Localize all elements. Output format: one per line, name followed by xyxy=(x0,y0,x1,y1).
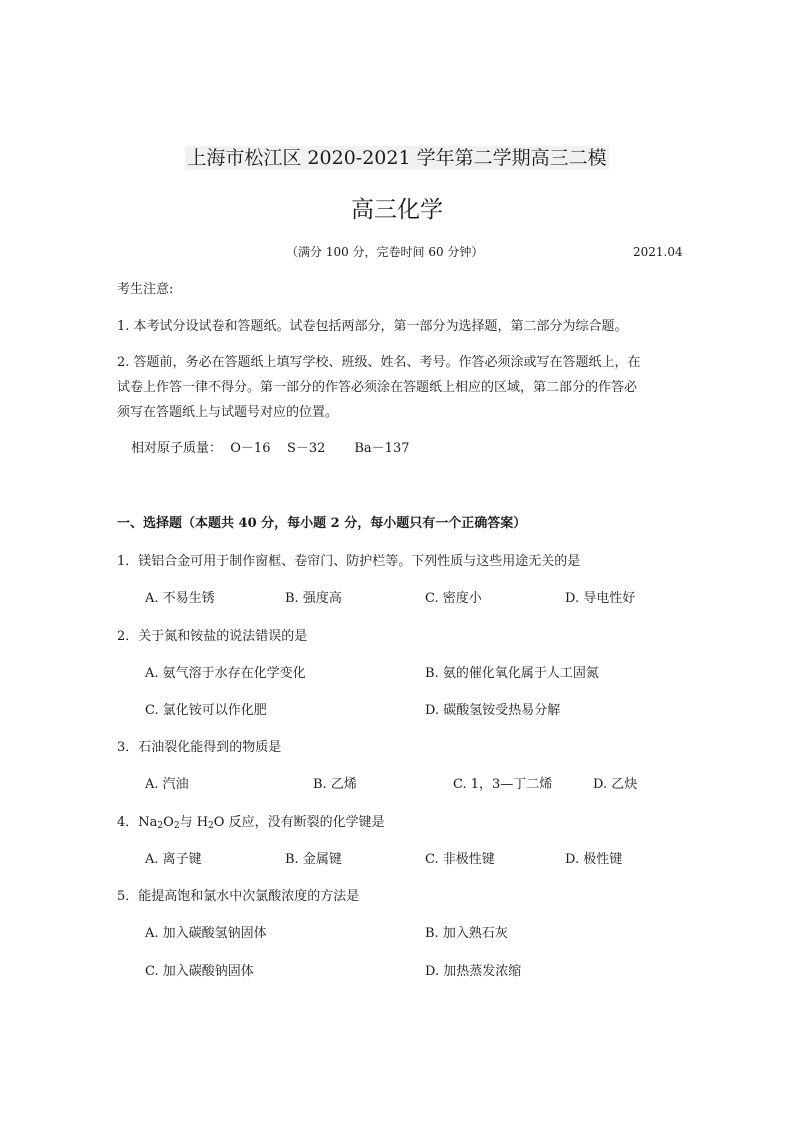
question-5-option-b: B. 加入熟石灰 xyxy=(425,926,508,941)
question-2-option-b: B. 氨的催化氧化属于人工固氮 xyxy=(425,666,599,681)
question-5-option-d: D. 加热蒸发浓缩 xyxy=(425,964,522,979)
question-1-option-d: D. 导电性好 xyxy=(565,591,636,606)
notice-item-2-line-3: 须写在答题纸上与试题号对应的位置。 xyxy=(117,405,339,420)
question-1-option-a: A. 不易生锈 xyxy=(145,591,215,606)
question-4-option-b: B. 金属键 xyxy=(285,852,342,867)
subject-title: 高三化学 xyxy=(351,197,443,223)
question-4-option-d: D. 极性键 xyxy=(565,852,623,867)
section-1-title: 一、选择题（本题共 40 分，每小题 2 分，每小题只有一个正确答案） xyxy=(117,516,527,531)
question-3-option-d: D. 乙炔 xyxy=(593,777,638,792)
exam-date: 2021.04 xyxy=(633,245,683,259)
question-2-option-d: D. 碳酸氢铵受热易分解 xyxy=(425,703,561,718)
question-2-stem: 2．关于氮和铵盐的说法错误的是 xyxy=(117,629,308,644)
question-3-option-b: B. 乙烯 xyxy=(313,777,357,792)
question-1-option-c: C. 密度小 xyxy=(425,591,482,606)
question-5-option-a: A. 加入碳酸氢钠固体 xyxy=(145,926,267,941)
notice-item-1: 1. 本考试分设试卷和答题纸。试卷包括两部分，第一部分为选择题，第二部分为综合题。 xyxy=(117,319,628,334)
question-1-option-b: B. 强度高 xyxy=(285,591,342,606)
notice-item-2-line-2: 试卷上作答一律不得分。第一部分的作答必须涂在答题纸上相应的区域，第二部分的作答必 xyxy=(117,380,638,395)
question-5-stem: 5．能提高饱和氯水中次氯酸浓度的方法是 xyxy=(117,889,360,904)
exam-title xyxy=(0,146,794,170)
question-3-option-c: C. 1，3—丁二烯 xyxy=(453,777,553,792)
atomic-masses: 相对原子质量： O－16 S－32 Ba－137 xyxy=(131,441,410,456)
exam-info: （满分 100 分，完卷时间 60 分钟） xyxy=(286,245,484,259)
formula-na2o2: $Na_2O_2$ xyxy=(138,815,180,831)
question-4-option-a: A. 离子键 xyxy=(145,852,202,867)
question-5-option-c: C. 加入碳酸钠固体 xyxy=(145,964,254,979)
formula-h2o: $H_2O$ xyxy=(196,815,225,831)
exam-title-text: 上海市松江区 2020-2021 学年第二学期高三二模 xyxy=(187,147,607,169)
notice-heading: 考生注意: xyxy=(117,282,174,297)
question-4-stem: 4．$Na_2O_2$与 $H_2O$ 反应，没有断裂的化学键是 xyxy=(117,815,385,831)
question-2-option-c: C. 氯化铵可以作化肥 xyxy=(145,703,267,718)
notice-item-2-line-1: 2. 答题前，务必在答题纸上填写学校、班级、姓名、考号。作答必须涂或写在答题纸上，在 xyxy=(117,355,641,370)
question-4-option-c: C. 非极性键 xyxy=(425,852,495,867)
question-2-option-a: A. 氨气溶于水存在化学变化 xyxy=(145,666,306,681)
question-3-stem: 3．石油裂化能得到的物质是 xyxy=(117,740,282,755)
question-4-number: 4． xyxy=(117,815,139,830)
question-1-stem: 1．镁铝合金可用于制作窗框、卷帘门、防护栏等。下列性质与这些用途无关的是 xyxy=(117,554,581,569)
question-3-option-a: A. 汽油 xyxy=(145,777,189,792)
